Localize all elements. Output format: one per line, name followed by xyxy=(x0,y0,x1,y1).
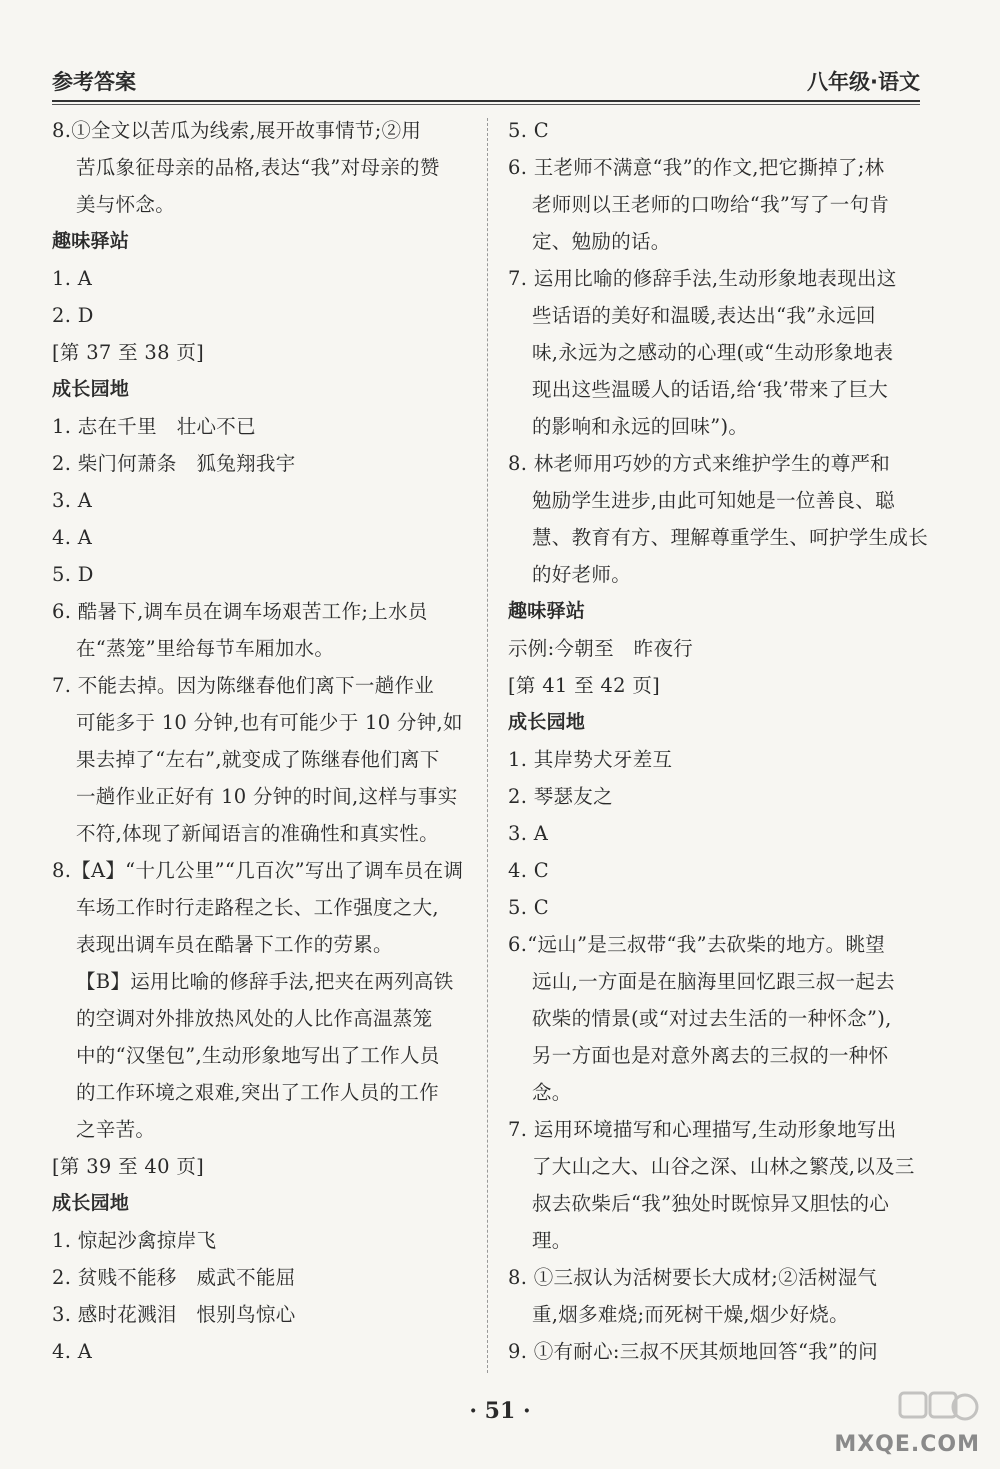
answer-line: 5. C xyxy=(508,896,549,919)
answer-line: 的好老师。 xyxy=(532,563,632,586)
answer-line: 6. 王老师不满意“我”的作文,把它撕掉了;林 xyxy=(508,156,885,179)
answer-line: 的影响和永远的回味”)。 xyxy=(532,415,749,438)
answer-line: 些话语的美好和温暖,表达出“我”永远回 xyxy=(532,304,876,327)
header-rule xyxy=(52,100,920,102)
answer-line: 1. 其岸势犬牙差互 xyxy=(508,748,673,771)
answer-line: 慧、教育有方、理解尊重学生、呵护学生成长 xyxy=(532,526,929,549)
answer-line: 示例:今朝至 昨夜行 xyxy=(508,637,694,660)
answer-line: 老师则以王老师的口吻给“我”写了一句肯 xyxy=(532,193,890,216)
page-header xyxy=(52,66,920,100)
answer-line: 7. 不能去掉。因为陈继春他们离下一趟作业 xyxy=(52,674,435,697)
answer-line: 8.【A】“十几公里”“几百次”写出了调车员在调 xyxy=(52,859,464,882)
section-heading: 趣味驿站 xyxy=(52,230,130,252)
answer-line: 中的“汉堡包”,生动形象地写出了工作人员 xyxy=(76,1044,440,1067)
answer-line: 2. D xyxy=(52,304,94,327)
section-heading: 成长园地 xyxy=(52,378,130,400)
answer-line: 车场工作时行走路程之长、工作强度之大, xyxy=(76,896,439,919)
page-range-label: [第 39 至 40 页] xyxy=(52,1155,205,1178)
section-heading: 成长园地 xyxy=(52,1192,130,1214)
section-heading: 趣味驿站 xyxy=(508,600,586,622)
answer-line: 远山,一方面是在脑海里回忆跟三叔一起去 xyxy=(532,970,895,993)
answer-line: 砍柴的情景(或“对过去生活的一种怀念”), xyxy=(532,1007,892,1030)
answer-line: 4. C xyxy=(508,859,549,882)
answer-line: 【B】运用比喻的修辞手法,把夹在两列高铁 xyxy=(76,970,454,993)
answer-line: 在“蒸笼”里给每节车厢加水。 xyxy=(76,637,335,660)
answer-line: 美与怀念。 xyxy=(76,193,176,216)
answer-line: 勉励学生进步,由此可知她是一位善良、聪 xyxy=(532,489,895,512)
answer-line: 了大山之大、山谷之深、山林之繁茂,以及三 xyxy=(532,1155,915,1178)
answer-line: 之辛苦。 xyxy=(76,1118,156,1141)
answer-line: 2. 贫贱不能移 威武不能屈 xyxy=(52,1266,296,1289)
answer-line: 表现出调车员在酷暑下工作的劳累。 xyxy=(76,933,393,956)
answer-line: 5. D xyxy=(52,563,94,586)
answer-line: 1. A xyxy=(52,267,93,290)
section-heading: 成长园地 xyxy=(508,711,586,733)
answer-line: 理。 xyxy=(532,1229,572,1252)
right-column xyxy=(508,112,929,1370)
page-range-label: [第 37 至 38 页] xyxy=(52,341,205,364)
answer-line: 叔去砍柴后“我”独处时既惊异又胆怯的心 xyxy=(532,1192,890,1215)
answer-line: 不符,体现了新闻语言的准确性和真实性。 xyxy=(76,822,439,845)
page-range-label: [第 41 至 42 页] xyxy=(508,674,661,697)
answer-line: 2. 琴瑟友之 xyxy=(508,785,613,808)
answer-line: 7. 运用比喻的修辞手法,生动形象地表现出这 xyxy=(508,267,897,290)
page-number: · 51 · xyxy=(469,1398,531,1424)
answer-line: 的工作环境之艰难,突出了工作人员的工作 xyxy=(76,1081,439,1104)
header-rule-thin xyxy=(52,104,920,105)
answer-line: 的空调对外排放热风处的人比作高温蒸笼 xyxy=(76,1007,433,1030)
answer-line: 4. A xyxy=(52,1340,93,1363)
answer-line: 5. C xyxy=(508,119,549,142)
answer-line: 念。 xyxy=(532,1081,572,1104)
answer-line: 6. 酷暑下,调车员在调车场艰苦工作;上水员 xyxy=(52,600,428,623)
left-column xyxy=(52,112,470,1370)
answer-line: 3. A xyxy=(508,822,549,845)
watermark-text: MXQE.COM xyxy=(834,1432,980,1457)
answer-line: 4. A xyxy=(52,526,93,549)
answer-line: 味,永远为之感动的心理(或“生动形象地表 xyxy=(532,341,894,364)
answer-line: 8. ①三叔认为活树要长大成材;②活树湿气 xyxy=(508,1266,878,1289)
answer-line: 2. 柴门何萧条 狐兔翔我宇 xyxy=(52,452,296,475)
answer-line: 苦瓜象征母亲的品格,表达“我”对母亲的赞 xyxy=(76,156,440,179)
answer-line: 一趟作业正好有 10 分钟的时间,这样与事实 xyxy=(76,785,458,808)
answer-line: 可能多于 10 分钟,也有可能少于 10 分钟,如 xyxy=(76,711,463,734)
answer-line: 8. 林老师用巧妙的方式来维护学生的尊严和 xyxy=(508,452,891,475)
header-grade-subject: 八年级·语文 xyxy=(807,70,920,94)
column-divider xyxy=(487,118,488,1373)
answer-line: 重,烟多难烧;而死树干燥,烟少好烧。 xyxy=(532,1303,849,1326)
answer-line: 3. A xyxy=(52,489,93,512)
answer-line: 6.“远山”是三叔带“我”去砍柴的地方。眺望 xyxy=(508,933,886,956)
answer-line: 7. 运用环境描写和心理描写,生动形象地写出 xyxy=(508,1118,897,1141)
answer-line: 1. 惊起沙禽掠岸飞 xyxy=(52,1229,217,1252)
answer-line: 3. 感时花溅泪 恨别鸟惊心 xyxy=(52,1303,296,1326)
answer-line: 现出这些温暖人的话语,给‘我’带来了巨大 xyxy=(532,378,889,401)
answer-line: 定、勉励的话。 xyxy=(532,230,671,253)
answer-line: 1. 志在千里 壮心不已 xyxy=(52,415,256,438)
answer-line: 9. ①有耐心:三叔不厌其烦地回答“我”的问 xyxy=(508,1340,878,1363)
answer-line: 8.①全文以苦瓜为线索,展开故事情节;②用 xyxy=(52,119,422,142)
answer-line: 果去掉了“左右”,就变成了陈继春他们离下 xyxy=(76,748,440,771)
answer-line: 另一方面也是对意外离去的三叔的一种怀 xyxy=(532,1044,889,1067)
header-section-title: 参考答案 xyxy=(52,70,136,94)
